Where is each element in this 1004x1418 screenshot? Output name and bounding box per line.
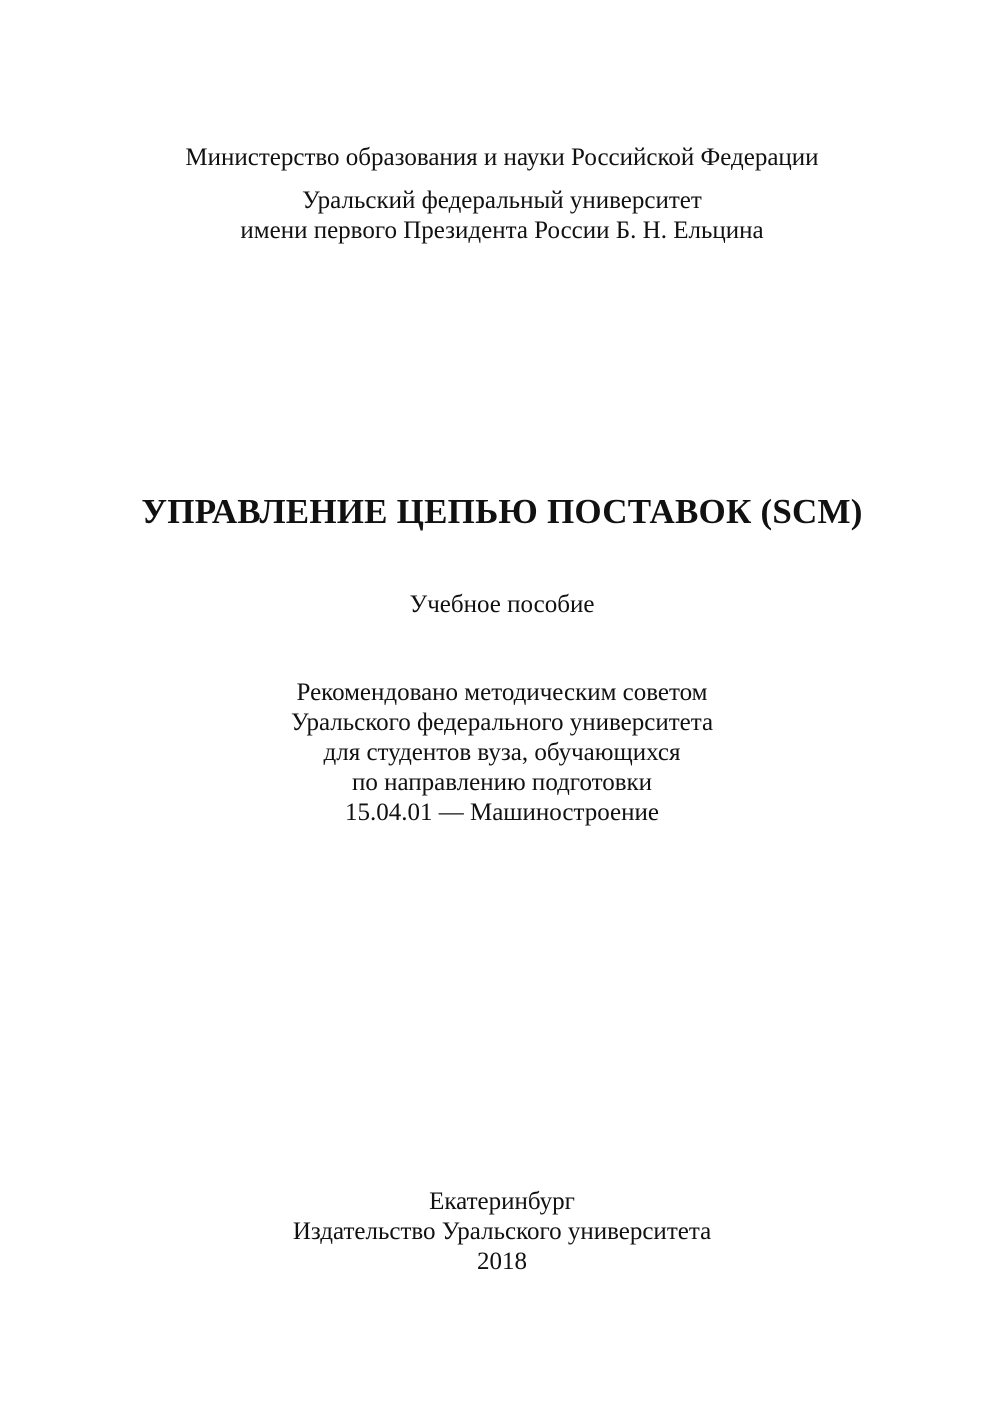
- imprint-year: 2018: [477, 1248, 527, 1275]
- recommendation-line-5: 15.04.01 — Машиностроение: [344, 799, 660, 826]
- university-name-line-1: Уральский федеральный университет: [302, 187, 702, 214]
- book-title: УПРАВЛЕНИЕ ЦЕПЬЮ ПОСТАВОК (SCM): [141, 492, 863, 531]
- recommendation-line-3: для студентов вуза, обучающихся: [323, 739, 681, 766]
- recommendation-line-4: по направлению подготовки: [351, 769, 653, 796]
- book-subtitle: Учебное пособие: [409, 591, 595, 618]
- recommendation-line-1: Рекомендовано методическим советом: [296, 679, 708, 706]
- university-name-line-2: имени первого Президента России Б. Н. Ельцина: [240, 217, 764, 244]
- ministry-name: Министерство образования и науки Российской Федерации: [185, 144, 819, 171]
- imprint-city: Екатеринбург: [429, 1188, 575, 1215]
- recommendation-line-2: Уральского федерального университета: [290, 709, 714, 736]
- imprint-publisher: Издательство Уральского университета: [292, 1218, 712, 1245]
